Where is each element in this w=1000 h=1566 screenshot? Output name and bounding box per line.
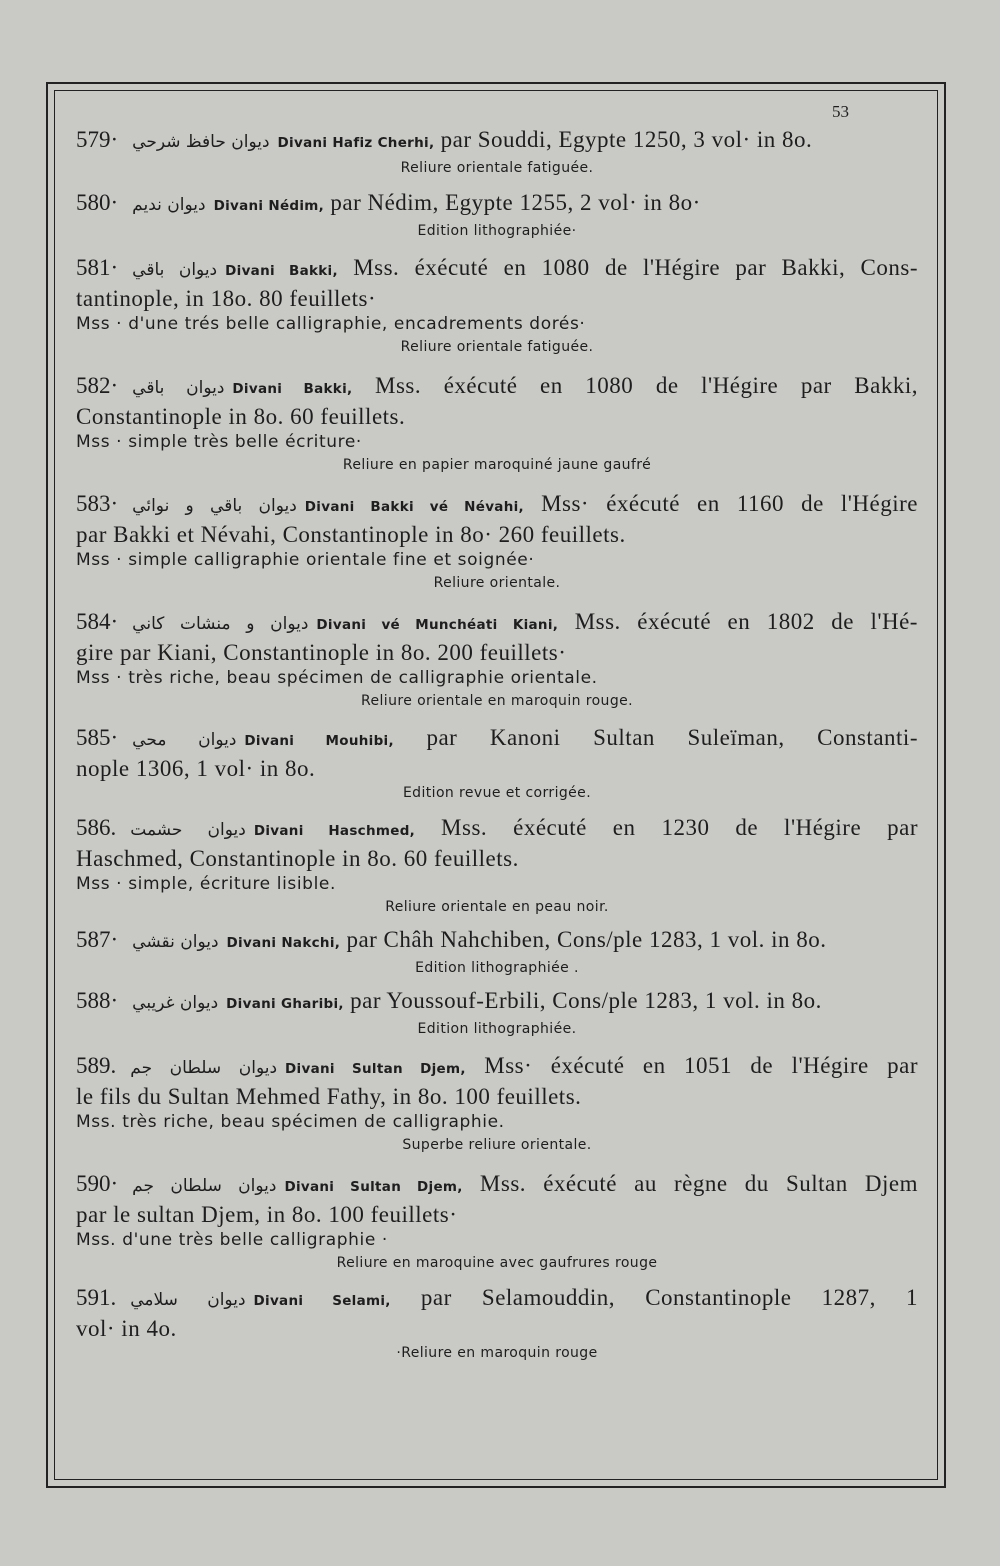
entry-text: vol· in 4o. <box>76 1316 177 1341</box>
entry-text: le fils du Sultan Mehmed Fathy, in 8o. 100 feuillets. <box>76 1084 582 1109</box>
binding-note: Reliure orientale. <box>433 575 561 591</box>
entry-line <box>76 724 918 755</box>
catalogue-entry <box>76 987 918 1040</box>
catalogue-entry <box>76 1170 918 1274</box>
entry-line <box>76 189 918 220</box>
catalogue-entry <box>76 926 918 979</box>
entry-line <box>76 1170 918 1201</box>
latin-title: Divani Nédim, <box>213 198 325 214</box>
entry-line <box>76 608 918 639</box>
entry-note: Mss · simple, écriture lisible. <box>76 874 336 894</box>
catalogue-entry <box>76 372 918 476</box>
entry-text: par Youssouf-Erbili, Cons/ple 1283, 1 vol. in 8o. <box>343 988 822 1013</box>
entry-note: Mss. d'une très belle calligraphie · <box>76 1230 388 1250</box>
arabic-title: ديوان باقي <box>132 378 225 398</box>
entry-number: 585· <box>76 725 119 750</box>
entry-text: par Châh Nahchiben, Cons/ple 1283, 1 vol. in 8o. <box>340 927 827 952</box>
arabic-title: ديوان باقي <box>132 260 218 280</box>
arabic-title: ديوان نقشي <box>132 932 219 952</box>
entry-line <box>76 285 918 312</box>
latin-title: Divani Bakki, <box>225 263 338 279</box>
binding-note: Superbe reliure orientale. <box>402 1137 592 1153</box>
entry-line <box>76 1083 918 1110</box>
entry-text: par Bakki et Névahi, Constantinople in 8o· 260 feuillets. <box>76 522 626 547</box>
entry-line <box>76 755 918 782</box>
latin-title: Divani vé Munchéati Kiani, <box>316 617 559 633</box>
catalogue-entry <box>76 189 918 242</box>
arabic-title: ديوان نديم <box>132 195 206 215</box>
latin-title: Divani Sultan Djem, <box>284 1179 463 1195</box>
catalogue-entry <box>76 814 918 918</box>
latin-title: Divani Mouhibi, <box>244 733 394 749</box>
arabic-title: ديوان محي <box>132 730 237 750</box>
entry-number: 589. <box>76 1053 117 1078</box>
catalogue-entry <box>76 608 918 712</box>
entry-number: 583· <box>76 491 119 516</box>
entry-number: 587· <box>76 927 119 952</box>
binding-note: Edition revue et corrigée. <box>402 785 592 801</box>
entry-text: nople 1306, 1 vol· in 8o. <box>76 756 316 781</box>
entry-line <box>76 521 918 548</box>
arabic-title: ديوان باقي و نوائي <box>132 496 297 516</box>
entry-number: 591. <box>76 1285 117 1310</box>
entry-text: Mss. éxécuté en 1080 de l'Hégire par Bakki, Cons- <box>337 255 918 280</box>
arabic-title: ديوان حشمت <box>130 820 246 840</box>
binding-note: Edition lithographiée. <box>417 1021 577 1037</box>
entry-text: Mss· éxécuté en 1160 de l'Hégire <box>523 491 918 516</box>
catalogue-entry <box>76 254 918 358</box>
latin-title: Divani Gharibi, <box>226 996 344 1012</box>
entry-line <box>76 987 918 1018</box>
entry-line <box>76 1052 918 1083</box>
entry-number: 590· <box>76 1171 119 1196</box>
entry-text: Mss. éxécuté en 1802 de l'Hé- <box>558 609 918 634</box>
catalogue-entry <box>76 1284 918 1364</box>
arabic-title: ديوان غريبي <box>132 993 219 1013</box>
entry-number: 582· <box>76 373 119 398</box>
entry-note: Mss · d'une trés belle calligraphie, encadrements dorés· <box>76 314 586 334</box>
entry-line <box>76 490 918 521</box>
entry-text: par le sultan Djem, in 8o. 100 feuillets· <box>76 1202 458 1227</box>
latin-title: Divani Selami, <box>253 1293 391 1309</box>
entry-text: par Nédim, Egypte 1255, 2 vol· in 8o· <box>324 190 701 215</box>
entry-number: 579· <box>76 127 119 152</box>
entry-text: tantinople, in 18o. 80 feuillets· <box>76 286 377 311</box>
arabic-title: ديوان سلطان جم <box>130 1058 278 1078</box>
latin-title: Divani Bakki, <box>232 381 353 397</box>
entry-line <box>76 403 918 430</box>
entry-text: Mss. éxécuté au règne du Sultan Djem <box>462 1171 919 1196</box>
binding-note: Edition lithographiée· <box>417 223 577 239</box>
binding-note: Reliure orientale fatiguée. <box>400 160 594 176</box>
entry-number: 586. <box>76 815 117 840</box>
entry-note: Mss. très riche, beau spécimen de calligraphie. <box>76 1112 505 1132</box>
entry-line <box>76 814 918 845</box>
entry-note: Mss · simple calligraphie orientale fine et soignée· <box>76 550 535 570</box>
catalogue-entry <box>76 1052 918 1156</box>
entry-text: Constantinople in 8o. 60 feuillets. <box>76 404 406 429</box>
binding-note: Reliure en papier maroquiné jaune gaufré <box>342 457 652 473</box>
latin-title: Divani Sultan Djem, <box>285 1061 466 1077</box>
entry-line <box>76 845 918 872</box>
entry-text: par Kanoni Sultan Suleïman, Constanti- <box>393 725 918 750</box>
entry-text: Mss. éxécuté en 1080 de l'Hégire par Bakki, <box>352 373 918 398</box>
entry-line <box>76 1315 918 1342</box>
catalogue-entry <box>76 490 918 594</box>
entry-number: 584· <box>76 609 119 634</box>
entry-text: Haschmed, Constantinople in 8o. 60 feuillets. <box>76 846 519 871</box>
entry-note: Mss · simple très belle écriture· <box>76 432 362 452</box>
binding-note: Edition lithographiée . <box>415 960 579 976</box>
entry-line <box>76 1201 918 1228</box>
arabic-title: ديوان سلامي <box>130 1290 246 1310</box>
binding-note: Reliure orientale fatiguée. <box>400 339 594 355</box>
page-number: 53 <box>832 102 849 121</box>
entry-text: Mss· éxécuté en 1051 de l'Hégire par <box>465 1053 918 1078</box>
entry-line <box>76 926 918 957</box>
entry-text: Mss. éxécuté en 1230 de l'Hégire par <box>415 815 918 840</box>
entry-line <box>76 372 918 403</box>
entry-number: 588· <box>76 988 119 1013</box>
latin-title: Divani Nakchi, <box>226 935 341 951</box>
arabic-title: ديوان و منشات كاني <box>132 614 309 634</box>
entry-text: par Souddi, Egypte 1250, 3 vol· in 8o. <box>434 127 813 152</box>
entry-text: par Selamouddin, Constantinople 1287, 1 <box>390 1285 919 1310</box>
catalogue-entries <box>76 126 918 1364</box>
entry-number: 581· <box>76 255 119 280</box>
binding-note: Reliure orientale en peau noir. <box>385 899 609 915</box>
entry-number: 580· <box>76 190 119 215</box>
binding-note: Reliure en maroquine avec gaufrures rouge <box>336 1255 658 1271</box>
latin-title: Divani Hafiz Cherhi, <box>277 135 435 151</box>
arabic-title: ديوان حافظ شرحي <box>132 132 270 152</box>
catalogue-entry <box>76 126 918 179</box>
entry-line <box>76 254 918 285</box>
arabic-title: ديوان سلطان جم <box>132 1176 277 1196</box>
latin-title: Divani Haschmed, <box>253 823 416 839</box>
latin-title: Divani Bakki vé Névahi, <box>304 499 524 515</box>
catalogue-entry <box>76 724 918 804</box>
binding-note: ·Reliure en maroquin rouge <box>396 1345 598 1361</box>
entry-note: Mss · très riche, beau spécimen de calligraphie orientale. <box>76 668 598 688</box>
entry-text: gire par Kiani, Constantinople in 8o. 200 feuillets· <box>76 640 567 665</box>
entry-line <box>76 639 918 666</box>
binding-note: Reliure orientale en maroquin rouge. <box>361 693 633 709</box>
entry-line <box>76 126 918 157</box>
entry-line <box>76 1284 918 1315</box>
